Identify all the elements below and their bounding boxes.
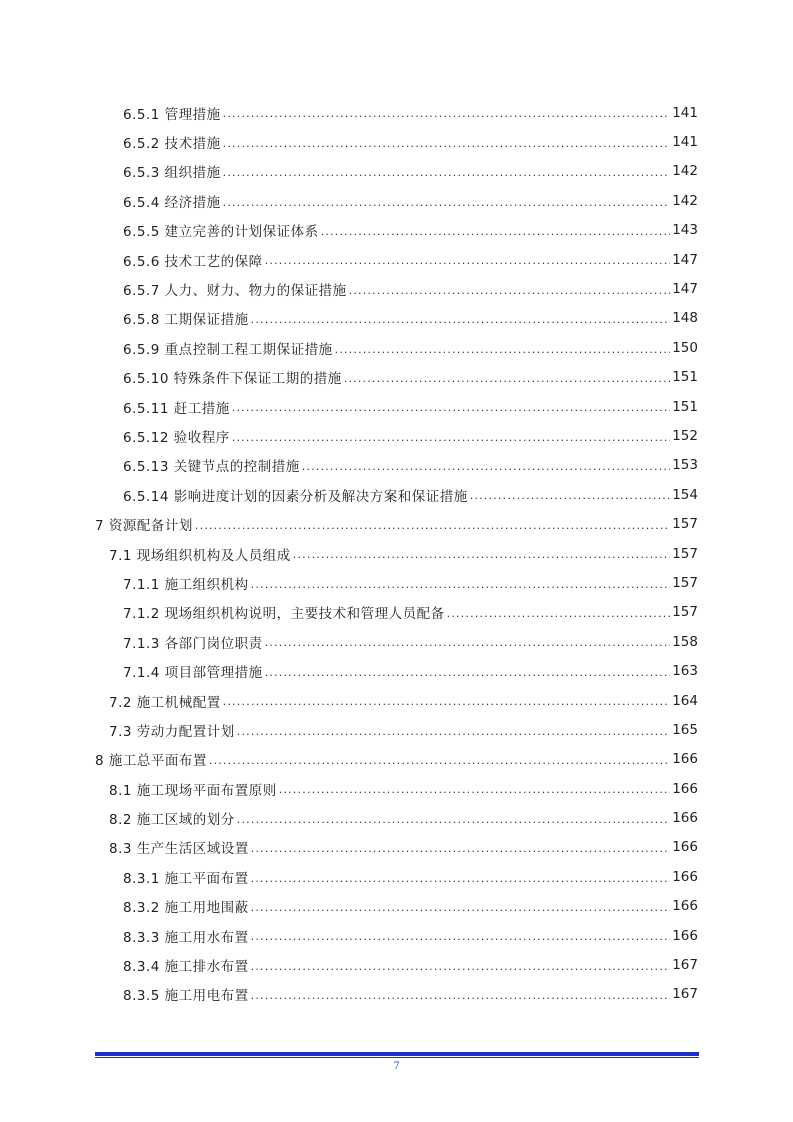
toc-dot-leader — [223, 108, 671, 119]
toc-entry-title — [123, 602, 447, 622]
toc-dot-leader — [335, 344, 671, 355]
toc-entry-text: 工期保证措施 — [164, 312, 249, 329]
toc-entry[interactable] — [0, 98, 793, 127]
toc-dot-leader — [470, 490, 670, 501]
toc-entry[interactable] — [0, 627, 793, 656]
toc-entry[interactable] — [0, 568, 793, 597]
toc-dot-leader — [195, 520, 670, 531]
toc-entry-text: 特殊条件下保证工期的措施 — [173, 371, 342, 388]
toc-dot-leader — [302, 461, 670, 472]
toc-entry-number: 8.1 — [109, 782, 132, 799]
toc-entry-number: 6.5.9 — [123, 341, 160, 358]
toc-entry-title — [123, 926, 251, 946]
toc-entry-page: 165 — [672, 721, 698, 738]
toc-dot-leader — [293, 549, 670, 560]
toc-entry-text: 经济措施 — [164, 194, 221, 211]
toc-entry-title — [109, 808, 237, 828]
toc-entry-text: 施工总平面布置 — [108, 753, 207, 770]
toc-entry-title — [123, 279, 349, 299]
toc-entry-title — [109, 691, 223, 711]
page-number: 7 — [393, 1061, 400, 1072]
toc-entry-page: 147 — [672, 251, 698, 268]
toc-entry-number: 6.5.8 — [123, 312, 160, 329]
toc-entry[interactable] — [0, 745, 793, 774]
toc-dot-leader — [209, 755, 670, 766]
toc-entry-title — [123, 955, 251, 975]
toc-entry-text: 现场组织机构说明，主要技术和管理人员配备 — [164, 606, 445, 623]
toc-entry[interactable] — [0, 304, 793, 333]
toc-entry-title — [123, 250, 265, 270]
toc-entry-text: 重点控制工程工期保证措施 — [164, 341, 333, 358]
table-of-contents — [0, 98, 793, 1009]
toc-entry-text: 组织措施 — [164, 165, 221, 182]
toc-entry-text: 施工排水布置 — [164, 959, 249, 976]
toc-entry-number: 8.3.1 — [123, 870, 160, 887]
toc-dot-leader — [223, 197, 671, 208]
toc-entry-title — [123, 161, 223, 181]
toc-dot-leader — [349, 285, 671, 296]
toc-dot-leader — [223, 138, 671, 149]
toc-entry-page: 166 — [672, 810, 698, 827]
toc-dot-leader — [251, 843, 670, 854]
toc-dot-leader — [232, 432, 670, 443]
toc-entry-title — [123, 103, 223, 123]
toc-entry-text: 管理措施 — [164, 106, 221, 123]
toc-entry-page: 153 — [672, 457, 698, 474]
footer-rule-thin — [95, 1057, 699, 1058]
toc-entry-title — [123, 220, 321, 240]
toc-entry[interactable] — [0, 333, 793, 362]
toc-dot-leader — [447, 608, 671, 619]
toc-entry-number: 6.5.5 — [123, 224, 160, 241]
toc-entry-page: 167 — [672, 986, 698, 1003]
toc-entry-number: 8.3 — [109, 841, 132, 858]
toc-entry[interactable] — [0, 833, 793, 862]
toc-entry-page: 151 — [672, 398, 698, 415]
toc-entry-title — [123, 896, 251, 916]
toc-entry-text: 技术措施 — [164, 136, 221, 153]
toc-entry[interactable] — [0, 803, 793, 832]
toc-dot-leader — [265, 667, 671, 678]
toc-entry-text: 施工平面布置 — [164, 870, 249, 887]
toc-entry[interactable] — [0, 774, 793, 803]
toc-entry-number: 6.5.11 — [123, 400, 169, 417]
toc-entry-title — [123, 455, 302, 475]
toc-entry-title — [109, 779, 279, 799]
toc-entry[interactable] — [0, 862, 793, 891]
toc-entry-title — [123, 367, 344, 387]
toc-entry-page: 152 — [672, 427, 698, 444]
toc-entry-page: 166 — [672, 751, 698, 768]
toc-entry-page: 157 — [672, 574, 698, 591]
toc-entry[interactable] — [0, 216, 793, 245]
toc-entry-text: 人力、财力、物力的保证措施 — [164, 283, 347, 300]
toc-entry-page: 157 — [672, 545, 698, 562]
toc-entry[interactable] — [0, 715, 793, 744]
toc-entry[interactable] — [0, 451, 793, 480]
toc-dot-leader — [279, 784, 670, 795]
toc-entry-number: 7.1.2 — [123, 606, 160, 623]
toc-entry-number: 8.3.5 — [123, 988, 160, 1005]
toc-entry-number: 6.5.12 — [123, 429, 169, 446]
toc-dot-leader — [251, 931, 671, 942]
toc-entry-number: 6.5.6 — [123, 253, 160, 270]
toc-entry-title — [123, 308, 251, 328]
toc-entry-page: 166 — [672, 898, 698, 915]
toc-dot-leader — [223, 696, 670, 707]
toc-entry-page: 143 — [672, 222, 698, 239]
toc-entry-number: 6.5.4 — [123, 194, 160, 211]
toc-dot-leader — [265, 637, 671, 648]
toc-entry-text: 施工用水布置 — [164, 929, 249, 946]
toc-entry[interactable] — [0, 421, 793, 450]
toc-entry-text: 影响进度计划的因素分析及解决方案和保证措施 — [173, 488, 468, 505]
toc-entry-title — [95, 514, 195, 534]
toc-entry[interactable] — [0, 245, 793, 274]
toc-entry-title — [109, 544, 293, 564]
toc-entry-page: 157 — [672, 516, 698, 533]
toc-entry[interactable] — [0, 656, 793, 685]
toc-entry-text: 赶工措施 — [173, 400, 230, 417]
toc-entry-number: 8 — [95, 753, 105, 770]
toc-entry-text: 技术工艺的保障 — [164, 253, 263, 270]
toc-entry-text: 各部门岗位职责 — [164, 635, 263, 652]
toc-dot-leader — [251, 314, 671, 325]
toc-entry-page: 141 — [672, 134, 698, 151]
toc-entry-number: 6.5.10 — [123, 371, 169, 388]
toc-entry-page: 141 — [672, 104, 698, 121]
toc-dot-leader — [265, 255, 671, 266]
toc-entry-page: 164 — [672, 692, 698, 709]
toc-dot-leader — [232, 402, 670, 413]
toc-entry[interactable] — [0, 921, 793, 950]
toc-dot-leader — [251, 579, 671, 590]
toc-entry-title — [109, 720, 237, 740]
toc-dot-leader — [251, 902, 671, 913]
toc-entry-page: 142 — [672, 163, 698, 180]
toc-entry-title — [123, 426, 232, 446]
toc-entry[interactable] — [0, 950, 793, 979]
toc-entry[interactable] — [0, 186, 793, 215]
toc-dot-leader — [237, 726, 670, 737]
toc-entry-text: 施工组织机构 — [164, 576, 249, 593]
toc-entry[interactable] — [0, 980, 793, 1009]
toc-entry-number: 7.1.4 — [123, 665, 160, 682]
toc-entry[interactable] — [0, 157, 793, 186]
toc-entry[interactable] — [0, 363, 793, 392]
toc-entry-number: 7.3 — [109, 723, 132, 740]
toc-dot-leader — [223, 167, 671, 178]
toc-entry-number: 8.3.4 — [123, 959, 160, 976]
toc-dot-leader — [251, 961, 671, 972]
toc-entry-title — [123, 338, 335, 358]
toc-entry-text: 关键节点的控制措施 — [173, 459, 300, 476]
toc-entry-title — [123, 867, 251, 887]
toc-entry-text: 施工用地围蔽 — [164, 900, 249, 917]
toc-entry-number: 6.5.1 — [123, 106, 160, 123]
toc-entry-page: 158 — [672, 633, 698, 650]
toc-entry-page: 167 — [672, 957, 698, 974]
toc-dot-leader — [251, 990, 671, 1001]
toc-entry-text: 验收程序 — [173, 429, 230, 446]
toc-entry-number: 6.5.13 — [123, 459, 169, 476]
toc-entry[interactable] — [0, 539, 793, 568]
toc-entry-text: 项目部管理措施 — [164, 665, 263, 682]
toc-entry-text: 现场组织机构及人员组成 — [136, 547, 291, 564]
toc-entry-text: 建立完善的计划保证体系 — [164, 224, 319, 241]
toc-entry-page: 163 — [672, 663, 698, 680]
toc-entry-title — [123, 984, 251, 1004]
toc-entry-text: 施工机械配置 — [136, 694, 221, 711]
toc-entry[interactable] — [0, 686, 793, 715]
toc-dot-leader — [321, 226, 671, 237]
toc-entry[interactable] — [0, 274, 793, 303]
toc-dot-leader — [237, 814, 670, 825]
toc-entry-page: 166 — [672, 839, 698, 856]
toc-entry-title — [123, 661, 265, 681]
toc-entry[interactable] — [0, 509, 793, 538]
toc-entry-page: 147 — [672, 281, 698, 298]
toc-entry[interactable] — [0, 598, 793, 627]
toc-entry-number: 6.5.14 — [123, 488, 169, 505]
toc-entry-title — [123, 573, 251, 593]
toc-entry-title — [123, 632, 265, 652]
toc-entry-number: 7 — [95, 518, 105, 535]
toc-dot-leader — [251, 873, 671, 884]
toc-entry-text: 施工用电布置 — [164, 988, 249, 1005]
toc-entry-page: 154 — [672, 486, 698, 503]
toc-entry-number: 6.5.3 — [123, 165, 160, 182]
footer-rule — [95, 1052, 699, 1056]
toc-entry-page: 151 — [672, 369, 698, 386]
toc-entry[interactable] — [0, 127, 793, 156]
toc-entry-page: 166 — [672, 780, 698, 797]
toc-dot-leader — [344, 373, 670, 384]
toc-entry-text: 施工区域的划分 — [136, 812, 235, 829]
toc-entry-page: 166 — [672, 868, 698, 885]
toc-entry-title — [95, 749, 209, 769]
toc-entry-number: 8.3.3 — [123, 929, 160, 946]
toc-entry-number: 8.3.2 — [123, 900, 160, 917]
toc-entry-title — [123, 397, 232, 417]
toc-entry-text: 劳动力配置计划 — [136, 723, 235, 740]
toc-entry-page: 166 — [672, 927, 698, 944]
toc-entry-number: 7.1.3 — [123, 635, 160, 652]
toc-entry-text: 施工现场平面布置原则 — [136, 782, 277, 799]
toc-entry-number: 8.2 — [109, 812, 132, 829]
toc-entry-page: 157 — [672, 604, 698, 621]
toc-entry[interactable] — [0, 392, 793, 421]
toc-entry-number: 6.5.7 — [123, 283, 160, 300]
toc-entry-title — [123, 191, 223, 211]
toc-entry[interactable] — [0, 480, 793, 509]
toc-entry-text: 资源配备计划 — [108, 518, 193, 535]
toc-entry-number: 7.1.1 — [123, 576, 160, 593]
toc-entry-title — [109, 837, 251, 857]
toc-entry-number: 7.2 — [109, 694, 132, 711]
toc-entry-page: 150 — [672, 339, 698, 356]
toc-entry-text: 生产生活区域设置 — [136, 841, 249, 858]
toc-entry[interactable] — [0, 892, 793, 921]
toc-entry-page: 148 — [672, 310, 698, 327]
toc-entry-number: 6.5.2 — [123, 136, 160, 153]
toc-entry-title — [123, 485, 470, 505]
toc-entry-page: 142 — [672, 192, 698, 209]
toc-entry-number: 7.1 — [109, 547, 132, 564]
toc-entry-title — [123, 132, 223, 152]
